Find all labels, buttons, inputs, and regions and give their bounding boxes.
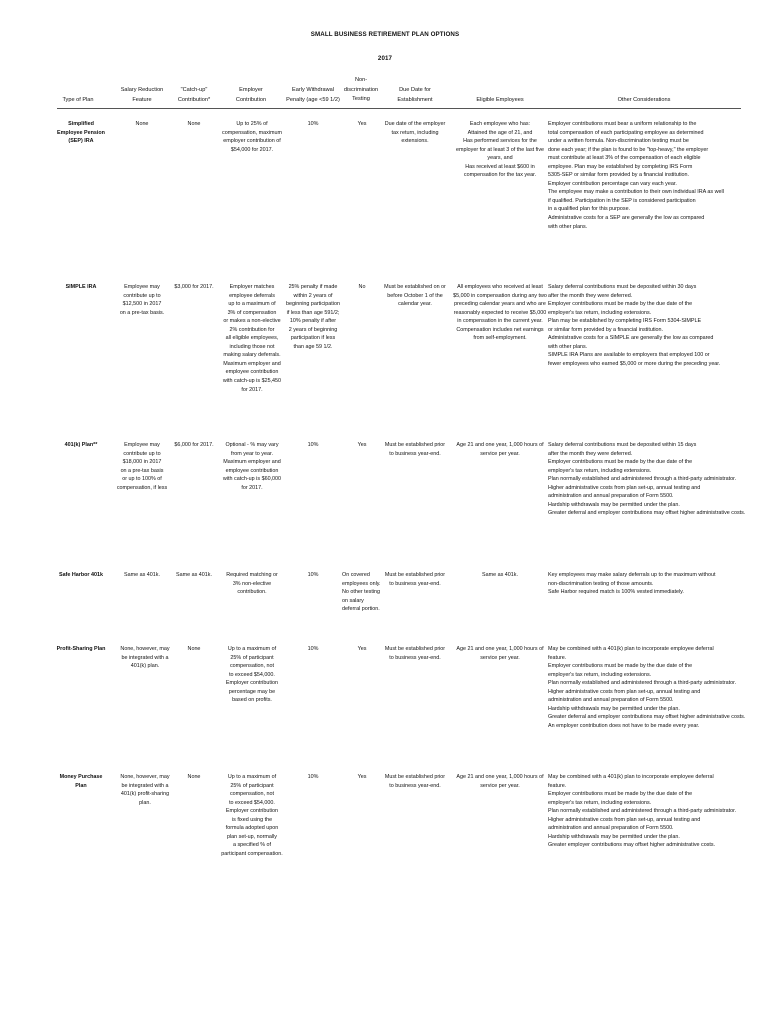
nondiscrimination-cell: Yes <box>357 646 367 652</box>
catch-up-cell: Same as 401k. <box>176 572 212 578</box>
catch-up-cell: None <box>187 121 201 127</box>
due-date-cell: Must be established prior to business year-end. <box>384 646 446 661</box>
catch-up-cell: None <box>187 774 201 780</box>
plan-name: Safe Harbor 401k <box>58 572 104 578</box>
nondiscrimination-cell: Yes <box>357 442 367 448</box>
eligible-employees-cell: Age 21 and one year, 1,000 hours of service per year. <box>456 646 544 661</box>
header-nondiscrimination: Non- discrimination Testing <box>343 77 379 103</box>
header-due-date: Due Date for Establishment <box>397 87 433 103</box>
document-title: SMALL BUSINESS RETIREMENT PLAN OPTIONS <box>310 31 460 38</box>
early-withdrawal-cell: 10% <box>307 774 319 780</box>
nondiscrimination-cell: On covered employees only. No other testing on salary deferral portion. <box>342 572 381 613</box>
eligible-employees-cell: Age 21 and one year, 1,000 hours of service per year. <box>456 774 544 789</box>
header-eligible-employees: Eligible Employees <box>476 97 524 103</box>
salary-reduction-cell: None, however, may be integrated with a 401(k) profit-sharing plan. <box>120 774 170 806</box>
early-withdrawal-cell: 10% <box>307 442 319 448</box>
early-withdrawal-cell: 10% <box>307 121 319 127</box>
plan-name: Money Purchase Plan <box>59 774 103 789</box>
other-considerations-cell: Salary deferral contributions must be deposited within 30 days after the month they were deferred. Employer contributions must be made by the due date of the employer's tax return, including extensions. Plan may be established by completing IRS Form 5304-SIMPLE or similar form provided by a financial institution. Administrative costs for a SIMPLE are generally the low as compared with other plans. SIMPLE IRA Plans are available to employers that employed 100 or fewer employees who earned $5,000 or more during the preceding year. <box>548 284 721 367</box>
due-date-cell: Due date of the employer tax return, including extensions. <box>384 121 446 145</box>
eligible-employees-cell: Age 21 and one year, 1,000 hours of service per year. <box>456 442 544 457</box>
eligible-employees-cell: Each employee who has: Attained the age of 21, and Has performed services for the employer for at least 3 of the last five years, and Has received at least $600 in compensation for the tax year. <box>455 121 545 179</box>
salary-reduction-cell: None <box>135 121 149 127</box>
salary-reduction-cell: Same as 401k. <box>124 572 160 578</box>
employer-contribution-cell: Up to 25% of compensation, maximum employer contribution of $54,000 for 2017. <box>222 121 282 153</box>
due-date-cell: Must be established on or before October 1 of the calendar year. <box>384 284 446 308</box>
salary-reduction-cell: None, however, may be integrated with a 401(k) plan. <box>120 646 170 670</box>
plan-name: Profit-Sharing Plan <box>56 646 106 652</box>
plan-name: Simplified Employee Pension (SEP) IRA <box>57 121 105 145</box>
due-date-cell: Must be established prior to business year-end. <box>384 572 446 587</box>
employer-contribution-cell: Optional - % may vary from year to year. Maximum employer and employee contribution with catch-up is $60,000 for 2017. <box>222 442 282 491</box>
catch-up-cell: None <box>187 646 201 652</box>
eligible-employees-cell: All employees who received at least $5,000 in compensation during any two preceding calendar years and who are reasonably expected to receive $5,000 in compensation in the current year. Compensation includes net earnings from self-employment. <box>453 284 547 342</box>
salary-reduction-cell: Employee may contribute up to $12,500 in 2017 on a pre-tax basis. <box>119 284 165 316</box>
employer-contribution-cell: Up to a maximum of 25% of participant compensation, not to exceed $54,000. Employer contribution is fixed using the formula adopted upon plan set-up, normally a specified % of participant compensation. <box>221 774 283 857</box>
header-divider <box>57 108 741 109</box>
employer-contribution-cell: Required matching or 3% non-elective contribution. <box>226 572 278 596</box>
header-catch-up: "Catch-up" Contribution* <box>177 87 211 103</box>
salary-reduction-cell: Employee may contribute up to $18,000 in 2017 on a pre-tax basis or up to 100% of compensation, if less <box>116 442 168 491</box>
other-considerations-cell: Salary deferral contributions must be deposited within 15 days after the month they were deferred. Employer contributions must be made by the due date of the employer's tax return, including extensions. Plan normally established and administered through a third-party administrator. Higher administrative costs from plan set-up, annual testing and administration and annual preparation of Form 5500. Hardship withdrawals may be permitted under the plan. Greater deferral and employer contributions may offset higher administrative costs. <box>548 442 746 517</box>
early-withdrawal-cell: 10% <box>307 646 319 652</box>
header-employer-contribution: Employer Contribution <box>235 87 267 103</box>
plan-name: 401(k) Plan** <box>64 442 98 448</box>
other-considerations-cell: May be combined with a 401(k) plan to incorporate employee deferral feature. Employer contributions must be made by the due date of the employer's tax return, including extensions. Plan normally established and administered through a third-party administrator. Higher administrative costs from plan set-up, annual testing and administration and annual preparation of Form 5500. Hardship withdrawals may be permitted under the plan. Greater deferral and employer contributions may offset higher administrative costs. An employer contribution does not have to be made every year. <box>548 646 746 729</box>
header-early-withdrawal: Early Withdrawal Penalty (age <59 1/2) <box>286 87 340 103</box>
document-year: 2017 <box>377 55 393 62</box>
header-other-considerations: Other Considerations <box>617 97 671 103</box>
catch-up-cell: $3,000 for 2017. <box>174 284 214 290</box>
plan-name: SIMPLE IRA <box>65 284 97 290</box>
nondiscrimination-cell: No <box>358 284 366 290</box>
employer-contribution-cell: Employer matches employee deferrals up to a maximum of 3% of compensation or makes a non-elective 2% contribution for all eligible employees, including those not making salary deferrals. Maximum employer and employee contribution with catch-up is $25,450 for 2017. <box>222 284 282 393</box>
nondiscrimination-cell: Yes <box>357 774 367 780</box>
due-date-cell: Must be established prior to business year-end. <box>384 774 446 789</box>
employer-contribution-cell: Up to a maximum of 25% of participant compensation, not to exceed $54,000. Employer contribution percentage may be based on profits. <box>225 646 279 704</box>
early-withdrawal-cell: 25% penalty if made within 2 years of beginning participation if less than age 591/2; 10% penalty if after 2 years of beginning participation if less than age 59 1/2. <box>286 284 340 350</box>
early-withdrawal-cell: 10% <box>307 572 319 578</box>
eligible-employees-cell: Same as 401k. <box>482 572 518 578</box>
header-salary-reduction: Salary Reduction Feature <box>120 87 164 103</box>
other-considerations-cell: May be combined with a 401(k) plan to incorporate employee deferral feature. Employer contributions must be made by the due date of the employer's tax return, including extensions. Plan normally established and administered through a third-party administrator. Higher administrative costs from plan set-up, annual testing and administration and annual preparation of Form 5500. Hardship withdrawals may be permitted under the plan. Greater employer contributions may offset higher administrative costs. <box>548 774 737 849</box>
due-date-cell: Must be established prior to business year-end. <box>384 442 446 457</box>
other-considerations-cell: Key employees may make salary deferrals up to the maximum without non-discrimination testing of those amounts. Safe Harbor required match is 100% vested immediately. <box>548 572 716 596</box>
nondiscrimination-cell: Yes <box>357 121 367 127</box>
other-considerations-cell: Employer contributions must bear a uniform relationship to the total compensation of each participating employee as determined under a written formula. Non-discrimination testing must be done each year; if the plan is found to be "top-heavy," the employer must contribute at least 3% of the compensation of each eligible employee. Plan may be established by completing IRS Form 5305-SEP or similar form provided by a financial institution. Employer contribution percentage can vary each year. The employee may make a contribution to their own individual IRA as well if qualified. Participation in the SEP is considered participation in a qualified plan for this purpose. Administrative costs for a SEP are generally the low as compared with other plans. <box>548 121 724 230</box>
header-type-of-plan: Type of Plan <box>62 97 94 103</box>
catch-up-cell: $6,000 for 2017. <box>174 442 214 448</box>
